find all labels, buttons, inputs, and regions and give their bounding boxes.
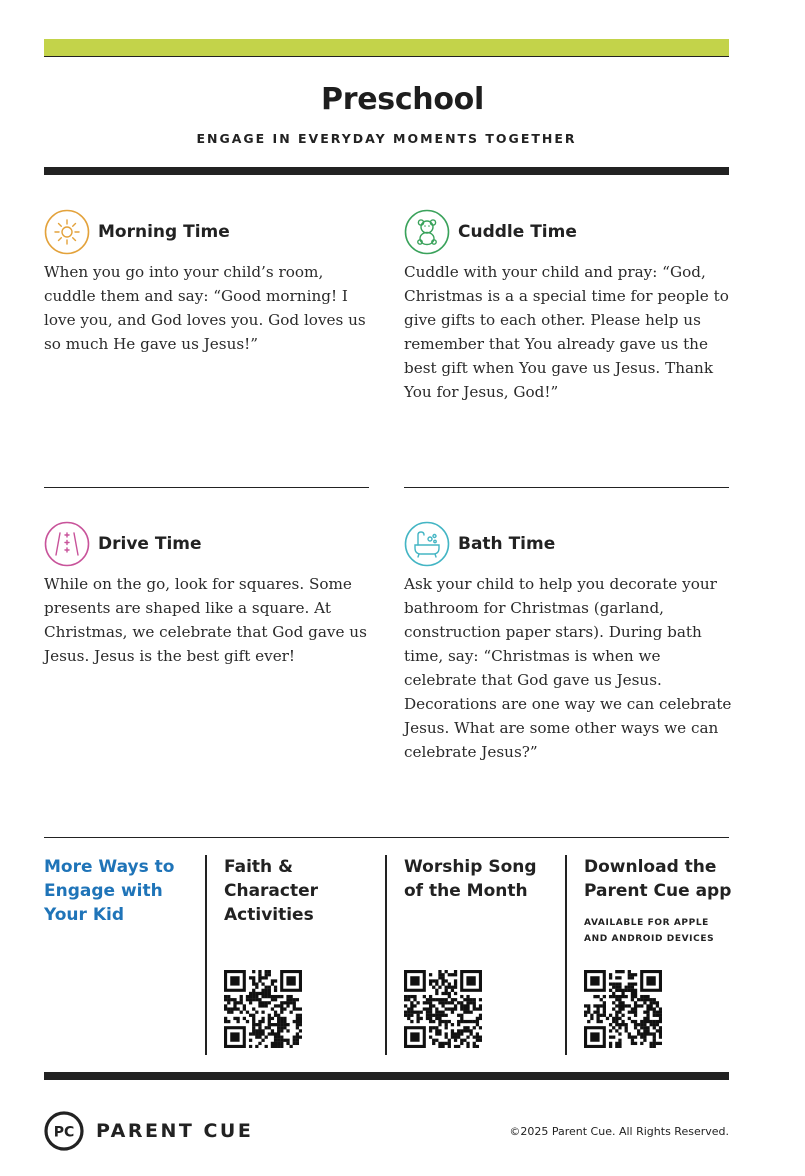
more-ways-heading: More Ways to Engage with Your Kid — [44, 857, 175, 925]
qr-code-worship-song[interactable] — [404, 970, 482, 1048]
section-header — [404, 209, 577, 255]
download-app-column — [584, 855, 734, 947]
bottom-rule — [44, 1072, 729, 1080]
parent-cue-logo-mark — [44, 1111, 84, 1151]
section-divider-left — [44, 487, 369, 488]
page-title: Preschool — [321, 82, 484, 117]
column-divider — [205, 855, 207, 1055]
column-subtitle: AVAILABLE FOR APPLE AND ANDROID DEVICES — [584, 918, 715, 944]
section-header — [44, 521, 202, 567]
column-title: Faith & Character Activities — [224, 857, 319, 925]
worship-song-column — [404, 855, 554, 903]
footer-rule — [44, 837, 729, 838]
section-body: Cuddle with your child and pray: “God, Christmas is a a special time for people to give gifts to each other. Please help us remember that You already gave us the best gift when You gave us Jesus. Thank You for Jesus, God!” — [404, 263, 729, 401]
section-body: When you go into your child’s room, cuddle them and say: “Good morning! I love you, and God loves you. God loves us so much He gave us Jesus!” — [44, 263, 366, 353]
section-title: Morning Time — [98, 222, 230, 242]
top-rule — [44, 56, 729, 57]
parent-cue-logo — [44, 1111, 253, 1151]
section-header — [44, 209, 230, 255]
logo-mark-text: PC — [53, 1124, 75, 1141]
column-title: Download the Parent Cue app — [584, 857, 732, 901]
road-icon — [44, 521, 90, 567]
brand-name: PARENT CUE — [96, 1120, 254, 1142]
qr-code-faith-activities[interactable] — [224, 970, 302, 1048]
copyright-text: ©2025 Parent Cue. All Rights Reserved. — [509, 1125, 729, 1138]
top-accent-bar — [44, 39, 729, 56]
column-title: Worship Song of the Month — [404, 857, 537, 901]
section-title: Bath Time — [458, 534, 556, 554]
header-divider — [44, 167, 729, 175]
section-body: Ask your child to help you decorate your bathroom for Christmas (garland, construction paper stars). During bath time, say: “Christmas is when we celebrate that God gave us Jesus. Decorations are one way we can celebrate Jesus. What are some other ways we can celebrate Jesus?” — [404, 575, 732, 761]
teddy-bear-icon — [404, 209, 450, 255]
column-divider — [385, 855, 387, 1055]
page-subtitle: ENGAGE IN EVERYDAY MOMENTS TOGETHER — [196, 131, 577, 146]
section-title: Cuddle Time — [458, 222, 577, 242]
column-divider — [565, 855, 567, 1055]
section-divider-right — [404, 487, 729, 488]
section-title: Drive Time — [98, 534, 202, 554]
section-header — [404, 521, 555, 567]
faith-character-column — [224, 855, 374, 927]
section-body: While on the go, look for squares. Some presents are shaped like a square. At Christmas, we celebrate that God gave us Jesus. Jesus is the best gift ever! — [44, 575, 367, 665]
bathtub-icon — [404, 521, 450, 567]
qr-code-parent-cue-app[interactable] — [584, 970, 662, 1048]
sun-icon — [44, 209, 90, 255]
